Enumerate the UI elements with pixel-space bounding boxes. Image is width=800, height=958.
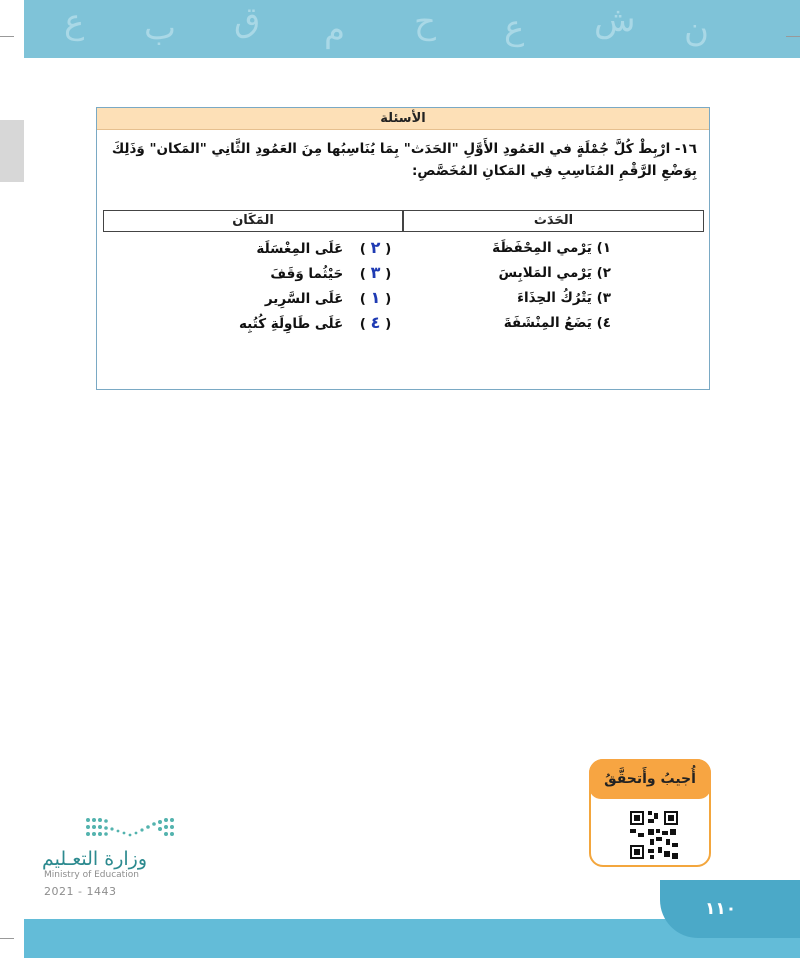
page-edge-tab (0, 120, 24, 182)
pattern-glyph: ح (414, 2, 436, 42)
answer-slot[interactable]: ( ٢ ) (359, 238, 392, 257)
answer-number: ٤ (370, 313, 381, 332)
answer-number: ٢ (370, 238, 381, 257)
ministry-name-english: Ministry of Education (44, 870, 139, 880)
pattern-glyph: ب (144, 8, 177, 48)
answer-slot[interactable]: ( ١ ) (359, 288, 392, 307)
question-text: ١٦- ارْبِطْ كُلَّ جُمْلَةٍ في العَمُودِ الأَوَّلِ "الحَدَث" بِمَا يُنَاسِبُها مِنَ العَمُودِ الثَّانِي "المَكان" وَذَلِكَ بِوَضْعِ الرَّقْمِ المُنَاسِبِ فِي المَكانِ المُخَصَّصِ: (111, 141, 697, 179)
answer-slot[interactable]: ( ٤ ) (359, 313, 392, 332)
answer-number: ٣ (370, 263, 381, 282)
place-item (203, 288, 403, 307)
answer-number: ١ (370, 288, 381, 307)
pattern-glyph: ع (504, 8, 525, 48)
place-item (203, 238, 403, 257)
place-column-header: المَكَان (103, 210, 403, 232)
event-item: ٣) يَتْرُكُ الحِذَاءَ (517, 290, 611, 306)
event-item: ١) يَرْمي المِحْفَظَةَ (492, 240, 611, 256)
place-label: عَلَى المِغْسَلَة (256, 241, 344, 257)
ministry-name-arabic: وزارة التعـليم (42, 848, 148, 870)
place-item (203, 313, 403, 332)
ministry-logo-icon (84, 814, 180, 844)
crop-mark (786, 36, 800, 37)
pattern-glyph: ن (684, 10, 709, 50)
place-label: عَلَى السَّرِير (264, 291, 344, 307)
event-item: ٤) يَضَعُ المِنْشَفَةَ (503, 315, 611, 331)
event-item: ٢) يَرْمي المَلابِسَ (498, 265, 611, 281)
place-label: حَيْثُما وَقَفَ (270, 266, 344, 282)
crop-mark (0, 938, 14, 939)
pattern-glyph: ق (234, 0, 261, 40)
qr-code-icon[interactable] (628, 809, 680, 861)
place-label: عَلَى طَاوِلَةِ كُتُبِه (239, 316, 344, 332)
pattern-glyph: ع (64, 2, 85, 42)
top-banner (24, 0, 800, 58)
page-number: ١١٠ (705, 899, 737, 919)
answer-slot[interactable]: ( ٣ ) (359, 263, 392, 282)
answer-check-badge[interactable] (589, 759, 711, 867)
place-item (203, 263, 403, 282)
badge-title: أُجيبُ وأَتحقَّقُ (589, 759, 711, 799)
section-title: الأسئلة (97, 108, 709, 130)
pattern-glyph: ش (594, 0, 636, 40)
pattern-glyph: م (324, 10, 346, 50)
question-card (96, 107, 710, 390)
crop-mark (0, 36, 14, 37)
edition-year: 2021 - 1443 (44, 885, 117, 898)
event-column-header: الحَدَث (403, 210, 704, 232)
